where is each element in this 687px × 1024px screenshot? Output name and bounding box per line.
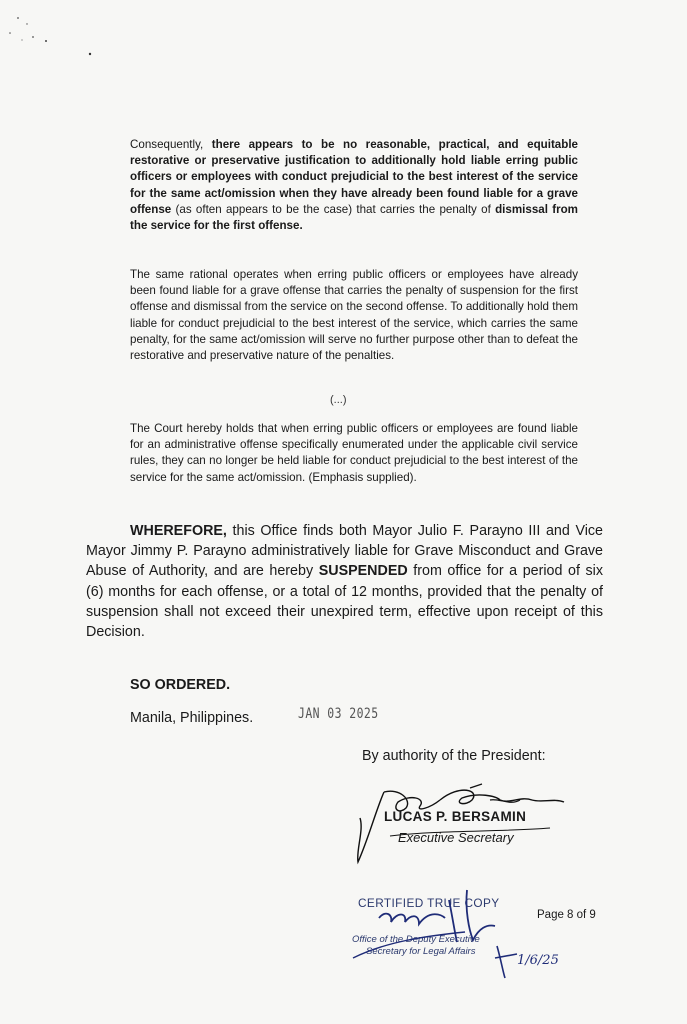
signatory-name: LUCAS P. BERSAMIN [384,809,527,824]
quote-text: Consequently, [130,138,212,151]
wherefore-text: this Office finds both Mayor Julio F. Parayno III and Vice Mayor Jimmy P. Parayno administratively liable for Grave Misconduct and Grave Abuse of Authority, and are hereby [86,523,603,580]
quote-ellipsis: (...) [330,394,347,406]
wherefore-text: from office for a period of six (6) months for each offense, or a total of 12 months, provided that the penalty of suspension shall not exceed their unexpired term, effective upon receipt of this Decision. [86,563,603,641]
wherefore-paragraph [86,521,603,642]
suspended-emphasis: SUSPENDED [318,563,408,580]
certification-signature [345,880,565,980]
quote-paragraph-3: The Court hereby holds that when erring public officers or employees are found liable for an administrative offense specifically enumerated under the applicable civil service rules, they can no longer be held liable for conduct prejudicial to the best interest of the service for the same act/omission. (Emphasis supplied). [130,422,578,484]
certified-office-line-1: Office of the Deputy Executive [352,934,480,945]
scan-specks [0,0,120,70]
date-stamp: JAN 03 2025 [298,706,379,722]
certified-true-copy-stamp: CERTIFIED TRUE COPY [358,896,500,910]
quote-text: (as often appears to be the case) that carries the penalty of [171,202,496,216]
quote-paragraph-1 [130,137,578,234]
signatory-title: Executive Secretary [398,830,514,845]
certified-office-line-2: Secretary for Legal Affairs [366,946,476,957]
handwritten-date: 1/6/25 [517,953,559,968]
page-number: Page 8 of 9 [537,909,596,921]
quote-emphasis: there appears to be no reasonable, practical, and equitable restorative or preservative justification to additionally hold liable erring public officers or employees with conduct prejudicial to the best interest of the service for the same act/omission when they have already been found liable for a grave offense [130,138,579,216]
so-ordered: SO ORDERED. [130,677,231,693]
authority-line: By authority of the President: [362,748,546,764]
place-line: Manila, Philippines. [130,710,254,726]
quote-paragraph-2: The same rational operates when erring public officers or employees have already been found liable for a grave offense that carries the penalty of suspension for the first offense and dismissal from the service on the second offense. To additionally hold them liable for conduct prejudicial to the best interest of the service, which carries the same penalty, for the same act/omission will serve no further purpose other than to defeat the restorative and preservative nature of the penalties. [130,268,578,363]
quote-emphasis: dismissal from the service for the first offense. [130,202,578,233]
wherefore-lead: WHEREFORE, [130,523,227,539]
